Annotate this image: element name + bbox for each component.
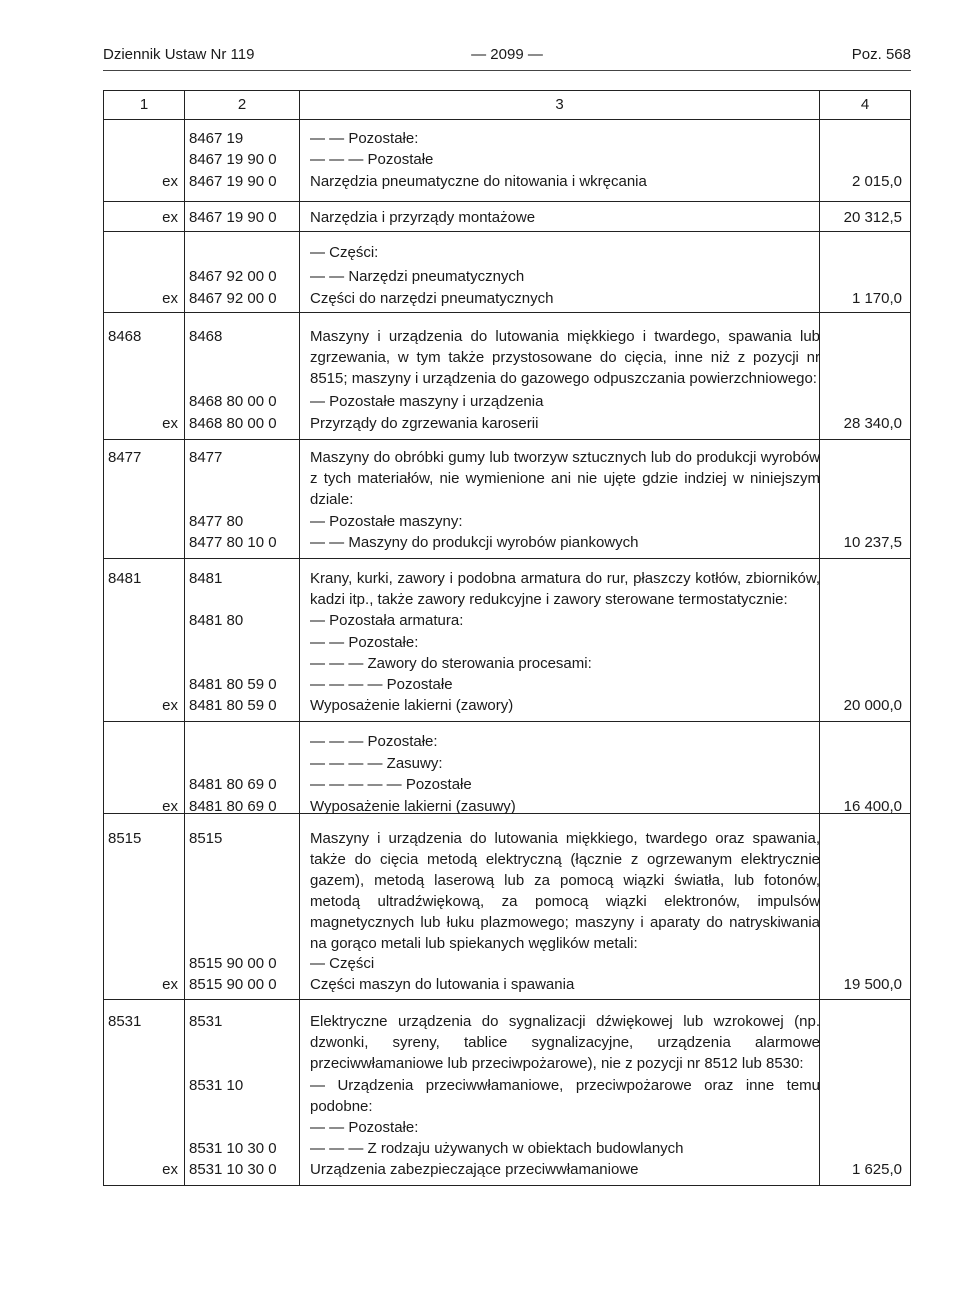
- code-cell: 8515 90 00 0: [189, 955, 277, 972]
- column-header-3: 3: [555, 96, 564, 113]
- code-cell: 8481 80: [189, 612, 244, 629]
- heading-cell: 8531: [108, 1013, 142, 1030]
- code-cell: 8467 19 90 0: [189, 173, 277, 190]
- heading-cell: 8477: [108, 449, 142, 466]
- code-cell: 8468 80 00 0: [189, 393, 277, 410]
- description-cell: — — — — Pozostałe: [310, 676, 453, 693]
- amount-cell: 20 000,0: [843, 697, 902, 714]
- code-cell: 8467 19 90 0: [189, 209, 277, 226]
- row-divider: [104, 558, 910, 559]
- description-cell: — — Narzędzi pneumatycznych: [310, 268, 525, 285]
- description-cell: — — Pozostałe:: [310, 130, 419, 147]
- description-cell: — — — Pozostałe: [310, 151, 434, 168]
- row-divider: [104, 119, 910, 120]
- ex-marker: ex: [162, 290, 178, 307]
- row-divider: [104, 721, 910, 722]
- description-cell: Części do narzędzi pneumatycznych: [310, 290, 554, 307]
- code-cell: 8468 80 00 0: [189, 415, 277, 432]
- code-cell: 8477 80: [189, 513, 244, 530]
- description-cell: Maszyny do obróbki gumy lub tworzyw sztucznych lub do produkcji wyrobów z tych materiałów, nie wymienione ani nie ujęte gdzie indziej w niniejszym dziale:: [310, 449, 820, 508]
- ex-marker: ex: [162, 415, 178, 432]
- row-divider: [104, 439, 910, 440]
- row-divider: [104, 201, 910, 202]
- amount-cell: 2 015,0: [851, 173, 902, 190]
- code-cell: 8468: [189, 328, 223, 345]
- description-cell: — Pozostałe maszyny i urządzenia: [310, 393, 544, 410]
- column-divider: [299, 91, 300, 1185]
- header-rule: [103, 70, 911, 71]
- code-cell: 8531 10: [189, 1077, 244, 1094]
- code-cell: 8515: [189, 830, 223, 847]
- amount-cell: 1 625,0: [851, 1161, 902, 1178]
- heading-cell: 8515: [108, 830, 142, 847]
- column-header-1: 1: [139, 96, 149, 113]
- row-divider: [104, 999, 910, 1000]
- description-cell: Narzędzia pneumatyczne do nitowania i wkręcania: [310, 173, 647, 190]
- description-cell: Elektryczne urządzenia do sygnalizacji dźwiękowej lub wzrokowej (np. dzwonki, syreny, tablice sygnalizacyjne, urządzenia alarmowe przeciwwłamaniowe lub przeciwpożarowe), nie z pozycji nr 8512 lub 8530:: [310, 1013, 820, 1072]
- amount-cell: 19 500,0: [843, 976, 902, 993]
- code-cell: 8477 80 10 0: [189, 534, 277, 551]
- amount-cell: 20 312,5: [843, 209, 902, 226]
- description-cell: — Części: [310, 955, 375, 972]
- code-cell: 8531: [189, 1013, 223, 1030]
- code-cell: 8481: [189, 570, 223, 587]
- code-cell: 8481 80 69 0: [189, 798, 277, 815]
- amount-cell: 1 170,0: [851, 290, 902, 307]
- position-number: Poz. 568: [851, 46, 911, 63]
- column-divider: [184, 91, 185, 1185]
- description-cell: — — Pozostałe:: [310, 634, 419, 651]
- code-cell: 8467 92 00 0: [189, 290, 277, 307]
- description-cell: — Części:: [310, 244, 379, 261]
- ex-marker: ex: [162, 209, 178, 226]
- description-cell: Maszyny i urządzenia do lutowania miękkiego, twardego oraz spawania, także do cięcia metodą elektryczną (łącznie z ogrzewanym elektrycznie gazem), metodą laserową lub za pomocą wiązki światła, lub fotonów, metodą ultradźwiękową, za pomocą wiązki elektronów, impulsów magnetycznych lub łuku plazmowego; maszyny i aparaty do natryskiwania na gorąco metali lub spiekanych węglików metali:: [310, 830, 820, 952]
- code-cell: 8467 19: [189, 130, 244, 147]
- description-cell: — — — Z rodzaju używanych w obiektach budowlanych: [310, 1140, 684, 1157]
- description-cell: — — Pozostałe:: [310, 1119, 419, 1136]
- ex-marker: ex: [162, 976, 178, 993]
- description-cell: Urządzenia zabezpieczające przeciwwłamaniowe: [310, 1161, 639, 1178]
- row-divider: [104, 312, 910, 313]
- description-cell: — — Maszyny do produkcji wyrobów piankowych: [310, 534, 639, 551]
- amount-cell: 28 340,0: [843, 415, 902, 432]
- amount-cell: 10 237,5: [843, 534, 902, 551]
- journal-title: Dziennik Ustaw Nr 119: [103, 46, 255, 63]
- description-cell: Części maszyn do lutowania i spawania: [310, 976, 575, 993]
- code-cell: 8515 90 00 0: [189, 976, 277, 993]
- page-header: [103, 46, 911, 68]
- description-cell: Przyrządy do zgrzewania karoserii: [310, 415, 539, 432]
- ex-marker: ex: [162, 173, 178, 190]
- amount-cell: 16 400,0: [843, 798, 902, 815]
- heading-cell: 8468: [108, 328, 142, 345]
- description-cell: — Pozostałe maszyny:: [310, 513, 463, 530]
- description-cell: Narzędzia i przyrządy montażowe: [310, 209, 536, 226]
- ex-marker: ex: [162, 798, 178, 815]
- description-cell: — Urządzenia przeciwwłamaniowe, przeciwpożarowe oraz inne temu podobne:: [310, 1077, 820, 1115]
- description-cell: — — — Zawory do sterowania procesami:: [310, 655, 592, 672]
- ex-marker: ex: [162, 1161, 178, 1178]
- row-divider: [104, 231, 910, 232]
- description-cell: — — — — — Pozostałe: [310, 776, 472, 793]
- description-cell: Wyposażenie lakierni (zasuwy): [310, 798, 516, 815]
- tariff-table: [103, 90, 911, 1186]
- code-cell: 8467 19 90 0: [189, 151, 277, 168]
- code-cell: 8467 92 00 0: [189, 268, 277, 285]
- ex-marker: ex: [162, 697, 178, 714]
- page-number: — 2099 —: [471, 46, 543, 63]
- code-cell: 8477: [189, 449, 223, 466]
- column-header-4: 4: [860, 96, 870, 113]
- description-cell: Krany, kurki, zawory i podobna armatura do rur, płaszczy kotłów, zbiorników, kadzi itp., także zawory redukcyjne i zawory sterowane termostatycznie:: [310, 570, 820, 608]
- description-cell: — Pozostała armatura:: [310, 612, 464, 629]
- code-cell: 8481 80 69 0: [189, 776, 277, 793]
- description-cell: — — — Pozostałe:: [310, 733, 438, 750]
- description-cell: Maszyny i urządzenia do lutowania miękkiego i twardego, spawania lub zgrzewania, w tym także przystosowane do cięcia, inne niż z pozycji nr 8515; maszyny i urządzenia do gazowego odpuszczania powierzchniowego:: [310, 328, 820, 387]
- code-cell: 8531 10 30 0: [189, 1161, 277, 1178]
- code-cell: 8481 80 59 0: [189, 676, 277, 693]
- description-cell: Wyposażenie lakierni (zawory): [310, 697, 514, 714]
- code-cell: 8481 80 59 0: [189, 697, 277, 714]
- heading-cell: 8481: [108, 570, 142, 587]
- description-cell: — — — — Zasuwy:: [310, 755, 443, 772]
- code-cell: 8531 10 30 0: [189, 1140, 277, 1157]
- column-header-2: 2: [237, 96, 247, 113]
